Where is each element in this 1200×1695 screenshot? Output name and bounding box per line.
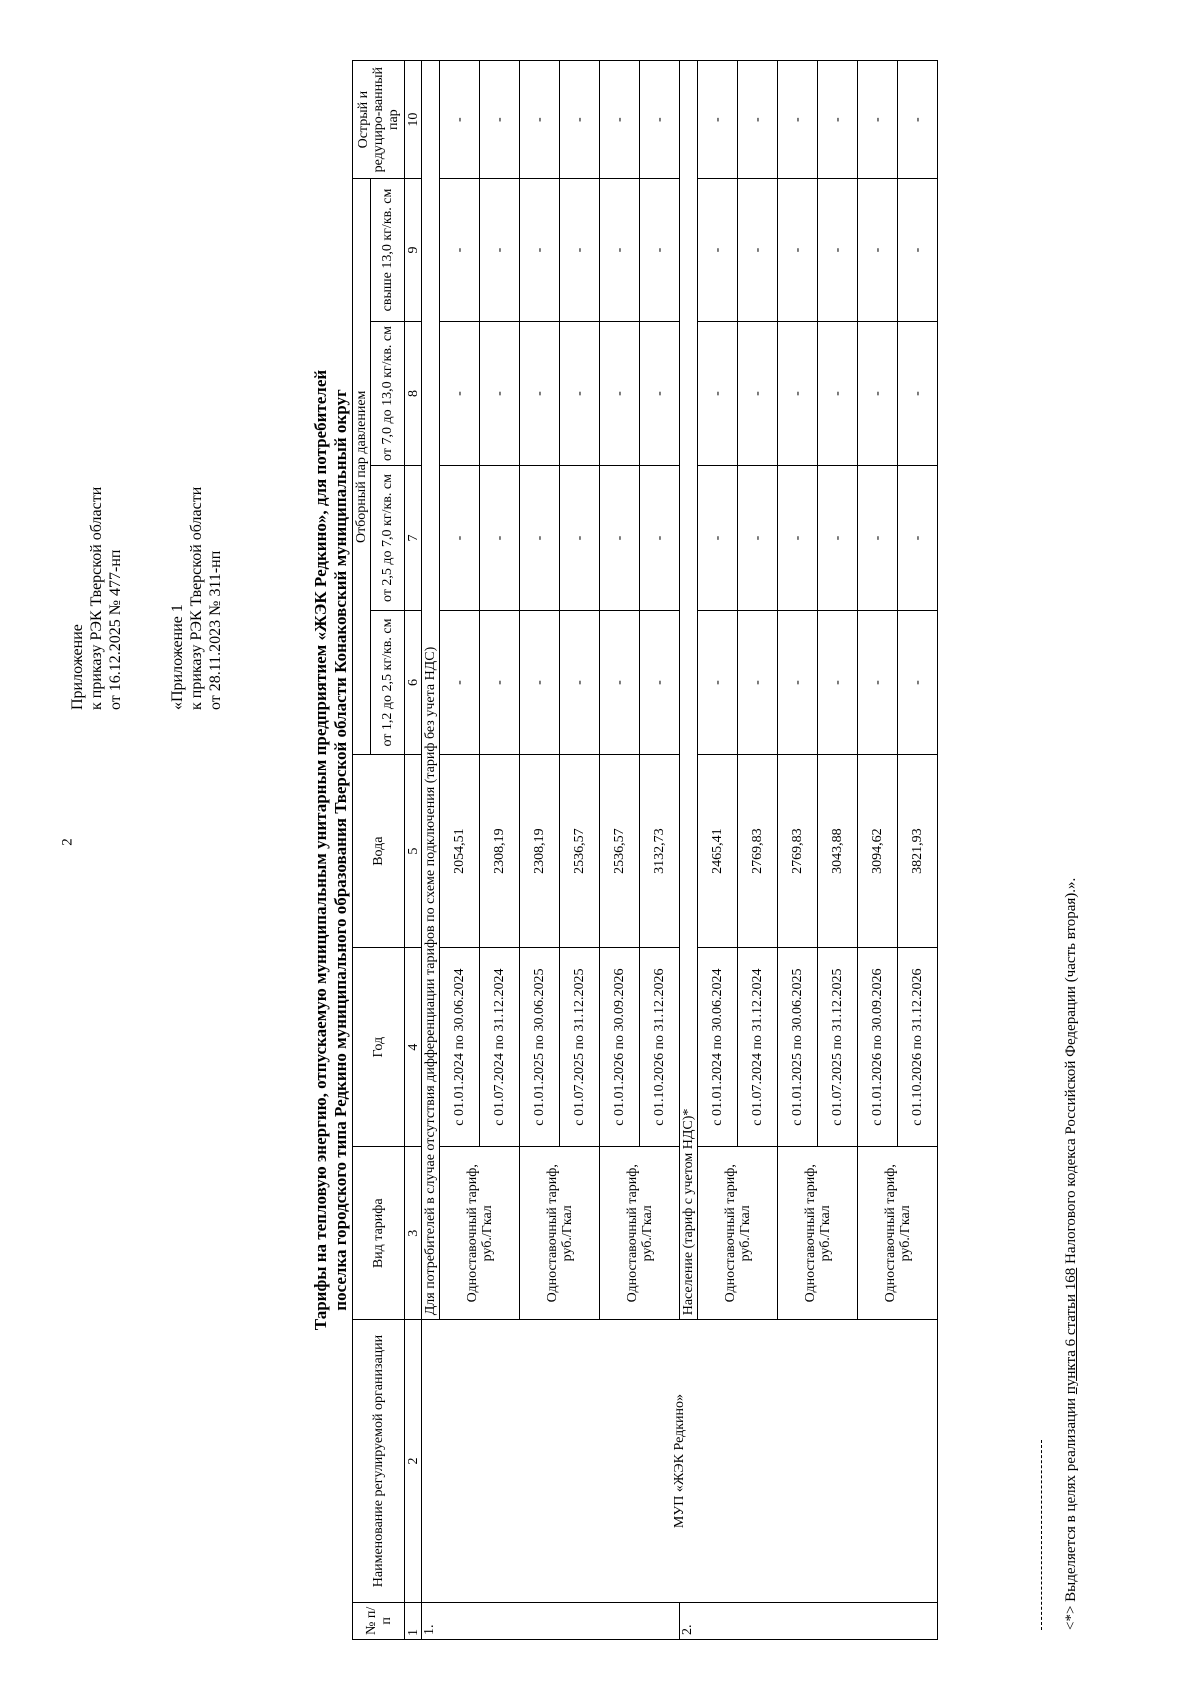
header-line: Приложение [69, 624, 86, 710]
steam-value: - [778, 61, 818, 179]
steam-value: - [698, 179, 738, 321]
steam-value: - [898, 179, 938, 321]
water-value: 2536,57 [560, 755, 600, 948]
steam-value: - [698, 61, 738, 179]
period-cell: с 01.07.2025 по 31.12.2025 [560, 948, 600, 1147]
steam-value: - [440, 466, 480, 611]
steam-value: - [818, 321, 858, 466]
steam-value: - [480, 321, 520, 466]
steam-value: - [640, 321, 680, 466]
header-line: от 16.12.2025 № 477-нп [107, 549, 124, 710]
steam-value: - [858, 179, 898, 321]
steam-value: - [818, 466, 858, 611]
col-number: 5 [405, 755, 422, 948]
steam-value: - [778, 466, 818, 611]
steam-value: - [520, 61, 560, 179]
steam-value: - [738, 179, 778, 321]
period-cell: с 01.01.2025 по 30.06.2025 [520, 948, 560, 1147]
period-cell: с 01.01.2026 по 30.09.2026 [858, 948, 898, 1147]
header-org: Наименование регулируемой организации [353, 1320, 405, 1603]
steam-value: - [560, 321, 600, 466]
steam-value: - [858, 321, 898, 466]
header-num: № п/ п [353, 1602, 405, 1639]
steam-value: - [698, 321, 738, 466]
tariff-table [352, 60, 938, 1640]
col-number: 9 [405, 179, 422, 321]
footnote-divider [1041, 1440, 1042, 1630]
steam-value: - [440, 321, 480, 466]
footnote [1063, 878, 1080, 1630]
appendix-header [68, 487, 125, 710]
steam-value: - [898, 610, 938, 755]
steam-value: - [600, 61, 640, 179]
water-value: 3821,93 [898, 755, 938, 948]
steam-value: - [440, 610, 480, 755]
section-row [422, 61, 440, 1640]
col-number: 3 [405, 1147, 422, 1320]
rotated-page [28, 40, 1198, 1640]
steam-value: - [600, 466, 640, 611]
col-number: 8 [405, 321, 422, 466]
water-value: 2308,19 [480, 755, 520, 948]
col-number: 6 [405, 610, 422, 755]
table-body [422, 61, 938, 1640]
steam-value: - [818, 610, 858, 755]
annex-line: от 28.11.2023 № 311-нп [207, 550, 224, 710]
header-water: Вода [353, 755, 405, 948]
water-value: 2536,57 [600, 755, 640, 948]
period-cell: с 01.07.2024 по 31.12.2024 [480, 948, 520, 1147]
steam-value: - [560, 179, 600, 321]
steam-value: - [858, 466, 898, 611]
tariff-kind: Одноставочный тариф, руб./Гкал [520, 1147, 600, 1320]
steam-value: - [480, 179, 520, 321]
section-label: Население (тариф с учетом НДС)* [680, 61, 698, 1320]
steam-value: - [898, 321, 938, 466]
tariff-kind: Одноставочный тариф, руб./Гкал [778, 1147, 858, 1320]
steam-value: - [858, 61, 898, 179]
header-steam-4: свыше 13,0 кг/кв. см [371, 179, 405, 321]
water-value: 3094,62 [858, 755, 898, 948]
steam-value: - [480, 610, 520, 755]
section-number: 1. [422, 1602, 680, 1639]
organization-name: МУП «ЖЭК Редкино» [422, 1320, 938, 1603]
header-sharp-steam: Острый и редуциро-ванный пар [353, 61, 405, 179]
tariff-kind: Одноставочный тариф, руб./Гкал [600, 1147, 680, 1320]
water-value: 2769,83 [738, 755, 778, 948]
steam-value: - [640, 466, 680, 611]
steam-value: - [520, 321, 560, 466]
steam-value: - [818, 61, 858, 179]
water-value: 3132,73 [640, 755, 680, 948]
steam-value: - [560, 610, 600, 755]
header-line: к приказу РЭК Тверской области [88, 486, 105, 710]
steam-value: - [640, 61, 680, 179]
document-title [311, 70, 351, 1630]
steam-value: - [818, 179, 858, 321]
col-number: 10 [405, 61, 422, 179]
period-cell: с 01.10.2026 по 31.12.2026 [640, 948, 680, 1147]
annex-header [168, 487, 225, 710]
tariff-kind: Одноставочный тариф, руб./Гкал [698, 1147, 778, 1320]
steam-value: - [738, 321, 778, 466]
period-cell: с 01.01.2026 по 30.09.2026 [600, 948, 640, 1147]
footnote-text: <*> Выделяется в целях реализации [1063, 1394, 1079, 1630]
header-steam-group: Отборный пар давлением [353, 179, 371, 755]
period-cell: с 01.07.2024 по 31.12.2024 [738, 948, 778, 1147]
col-number: 2 [405, 1320, 422, 1603]
period-cell: с 01.01.2025 по 30.06.2025 [778, 948, 818, 1147]
steam-value: - [898, 61, 938, 179]
steam-value: - [778, 321, 818, 466]
water-value: 2465,41 [698, 755, 738, 948]
steam-value: - [738, 610, 778, 755]
steam-value: - [698, 466, 738, 611]
title-line-2: поселка городского типа Редкино муниципального образования Тверской области Конаковский муниципальный округ [331, 389, 350, 1311]
col-number: 4 [405, 948, 422, 1147]
col-number: 7 [405, 466, 422, 611]
steam-value: - [738, 466, 778, 611]
col-number: 1 [405, 1602, 422, 1639]
period-cell: с 01.07.2025 по 31.12.2025 [818, 948, 858, 1147]
header-kind: Вид тарифа [353, 1147, 405, 1320]
steam-value: - [560, 466, 600, 611]
tariff-kind: Одноставочный тариф, руб./Гкал [858, 1147, 938, 1320]
tariff-kind: Одноставочный тариф, руб./Гкал [440, 1147, 520, 1320]
steam-value: - [640, 610, 680, 755]
section-label: Для потребителей в случае отсутствия дифференциации тарифов по схеме подключения (тариф без учета НДС) [422, 61, 440, 1320]
water-value: 2308,19 [520, 755, 560, 948]
steam-value: - [520, 179, 560, 321]
header-steam-3: от 7,0 до 13,0 кг/кв. см [371, 321, 405, 466]
steam-value: - [440, 61, 480, 179]
steam-value: - [600, 610, 640, 755]
period-cell: с 01.01.2024 по 30.06.2024 [698, 948, 738, 1147]
steam-value: - [898, 466, 938, 611]
section-number: 2. [680, 1602, 938, 1639]
period-cell: с 01.01.2024 по 30.06.2024 [440, 948, 480, 1147]
steam-value: - [520, 466, 560, 611]
steam-value: - [520, 610, 560, 755]
steam-value: - [480, 466, 520, 611]
column-numbers-row [405, 61, 422, 1640]
page-number: 2 [59, 838, 76, 846]
water-value: 2769,83 [778, 755, 818, 948]
header-steam-2: от 2,5 до 7,0 кг/кв. см [371, 466, 405, 611]
steam-value: - [600, 321, 640, 466]
title-line-1: Тарифы на тепловую энергию, отпускаемую муниципальным унитарным предприятием «ЖЭК Редкино», для потребителей [311, 369, 330, 1331]
steam-value: - [778, 610, 818, 755]
steam-value: - [440, 179, 480, 321]
water-value: 2054,51 [440, 755, 480, 948]
annex-line: «Приложение 1 [169, 604, 186, 710]
footnote-text-end: Налогового кодекса Российской Федерации (часть вторая).». [1063, 877, 1079, 1268]
header-row [353, 61, 371, 1640]
period-cell: с 01.10.2026 по 31.12.2026 [898, 948, 938, 1147]
header-year: Год [353, 948, 405, 1147]
steam-value: - [560, 61, 600, 179]
steam-value: - [480, 61, 520, 179]
steam-value: - [858, 610, 898, 755]
water-value: 3043,88 [818, 755, 858, 948]
footnote-link[interactable]: пункта 6 статьи 168 [1063, 1267, 1079, 1395]
steam-value: - [640, 179, 680, 321]
header-steam-1: от 1,2 до 2,5 кг/кв. см [371, 610, 405, 755]
steam-value: - [698, 610, 738, 755]
steam-value: - [600, 179, 640, 321]
annex-line: к приказу РЭК Тверской области [188, 486, 205, 710]
steam-value: - [738, 61, 778, 179]
steam-value: - [778, 179, 818, 321]
